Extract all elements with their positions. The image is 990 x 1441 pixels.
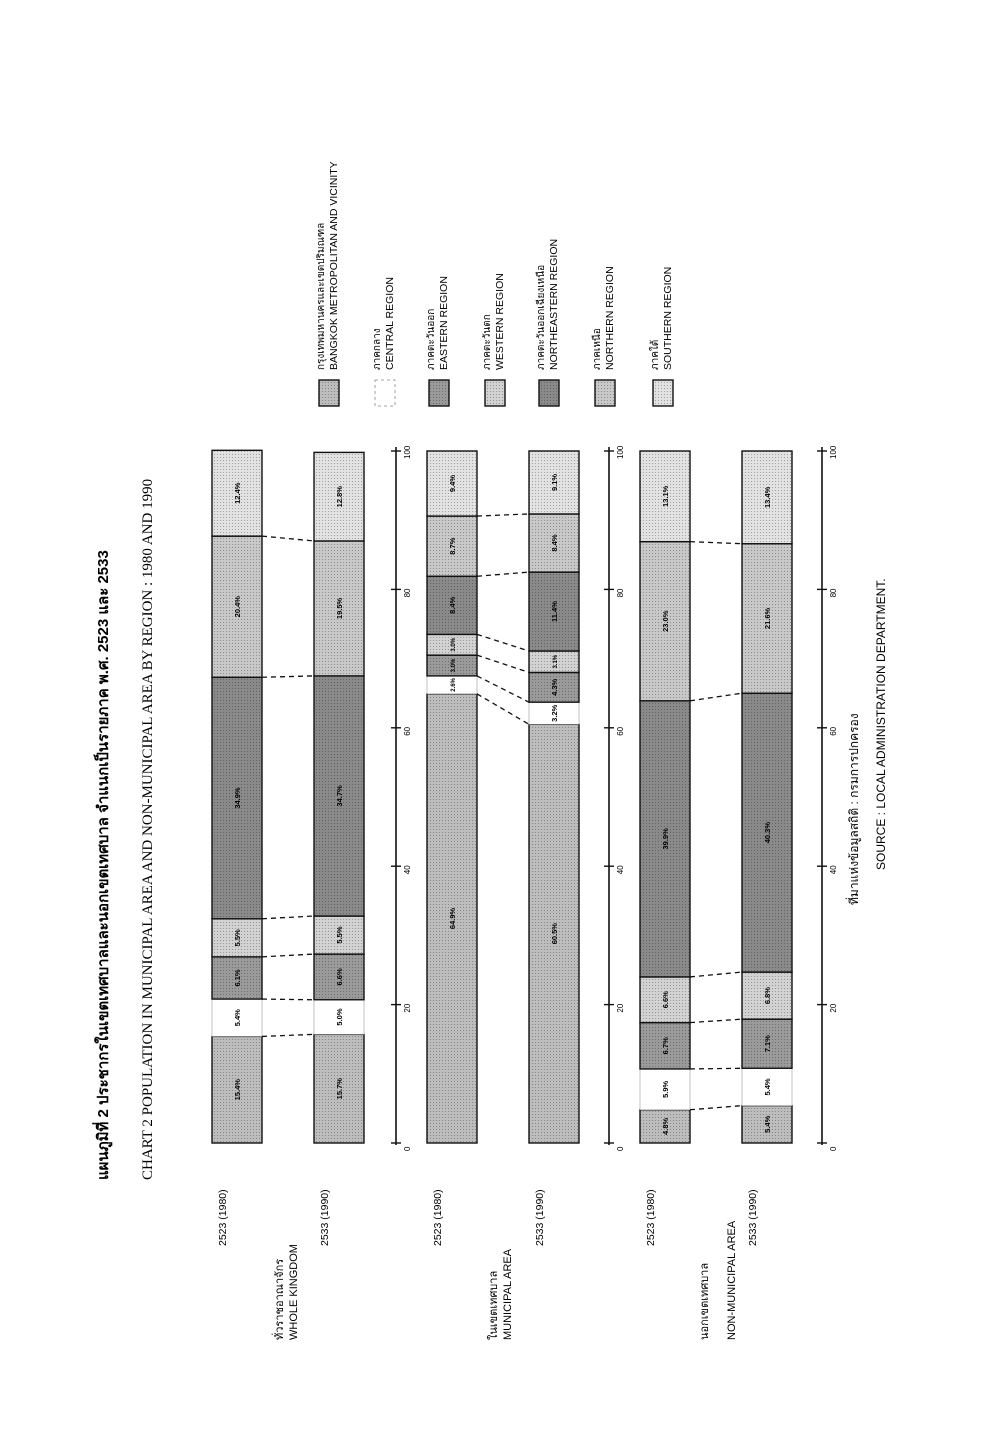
- tick-label: 40: [616, 865, 625, 875]
- data-label-southern: 12.8%: [335, 486, 344, 508]
- legend-swatch-texture-northern: [595, 380, 615, 406]
- bar-year-label: 2533 (1990): [319, 1189, 331, 1246]
- data-label-southern: 13.1%: [661, 485, 670, 507]
- chart-title-thai: แผนภูมิที่ 2 ประชากรในเขตเทศบาลและนอกเขตเทศบาล จำแนกเป็นรายภาค พ.ศ. 2523 และ 2533: [95, 550, 112, 1180]
- tick-label: 100: [403, 445, 412, 459]
- data-label-bangkok: 5.4%: [763, 1115, 772, 1133]
- data-label-eastern: 4.3%: [550, 678, 559, 696]
- legend-label-en-western: WESTERN REGION: [494, 273, 506, 370]
- tick-label: 0: [829, 1146, 838, 1151]
- legend-label-thai-northeastern: ภาคตะวันออกเฉียงเหนือ: [536, 264, 547, 370]
- legend-swatch-central: [375, 380, 395, 406]
- data-label-western: 5.5%: [233, 929, 242, 947]
- category-label-en-non-municipal-area: NON-MUNICIPAL AREA: [726, 1220, 738, 1340]
- data-label-central: 5.0%: [335, 1008, 344, 1026]
- data-label-southern: 12.4%: [233, 482, 242, 504]
- legend-label-thai-southern: ภาคใต้: [650, 339, 661, 370]
- data-label-northeastern: 11.4%: [550, 601, 559, 622]
- data-label-eastern: 3.0%: [451, 658, 457, 673]
- bar-non-municipal-area-0: [640, 451, 690, 1143]
- data-label-northern: 19.5%: [335, 597, 344, 620]
- chart-panels: [212, 445, 838, 1340]
- data-label-central: 5.9%: [661, 1080, 670, 1098]
- category-label-en-municipal-area: MUNICIPAL AREA: [502, 1248, 514, 1340]
- legend-label-thai-bangkok: กรุงเทพมหานครและเขตปริมณฑล: [316, 222, 327, 370]
- data-label-western: 3.0%: [451, 637, 457, 652]
- data-label-central: 2.6%: [451, 678, 457, 692]
- tick-label: 100: [829, 445, 838, 459]
- data-label-bangkok: 15.7%: [335, 1078, 344, 1100]
- category-label-en-whole-kingdom: WHOLE KINGDOM: [288, 1244, 300, 1340]
- data-label-northern: 8.4%: [550, 534, 559, 552]
- legend-swatch-texture-southern: [653, 380, 673, 406]
- source-thai: ที่มาแห่งข้อมูลสถิติ : กรมการปกครอง: [847, 713, 861, 905]
- bar-year-label: 2533 (1990): [534, 1189, 546, 1246]
- legend-item-northeastern: [535, 239, 560, 406]
- category-label-thai-municipal-area: ในเขตเทศบาล: [488, 1270, 500, 1340]
- legend-item-bangkok: [316, 161, 340, 406]
- connector-line: [262, 954, 314, 957]
- panel-municipal-area: [427, 445, 625, 1340]
- connector-line: [690, 1068, 742, 1069]
- connector-line: [477, 676, 529, 702]
- legend-item-western: [482, 273, 506, 406]
- legend-label-en-northeastern: NORTHEASTERN REGION: [548, 238, 560, 370]
- data-label-bangkok: 64.9%: [448, 907, 457, 930]
- tick-label: 0: [616, 1146, 625, 1151]
- tick-label: 60: [829, 726, 838, 736]
- data-label-central: 5.4%: [233, 1009, 242, 1027]
- category-label-thai-whole-kingdom: ทั่วราชอาณาจักร: [274, 1258, 286, 1340]
- panel-whole-kingdom: [212, 445, 412, 1340]
- legend-label-en-eastern: EASTERN REGION: [438, 276, 450, 370]
- legend-item-southern: [649, 267, 674, 406]
- data-label-northeastern: 34.7%: [335, 785, 344, 807]
- bar-year-label: 2523 (1980): [432, 1189, 444, 1246]
- data-label-northern: 21.6%: [763, 607, 772, 630]
- source-en: SOURCE : LOCAL ADMINISTRATION DEPARTMENT.: [874, 578, 888, 870]
- tick-label: 20: [403, 1003, 412, 1013]
- bar-municipal-area-1: [529, 451, 579, 1143]
- title-block: [92, 550, 113, 1180]
- legend-label-thai-eastern: ภาคตะวันออก: [426, 308, 437, 370]
- legend-item-central: [372, 277, 396, 406]
- bar-non-municipal-area-1: [742, 451, 792, 1143]
- connector-line: [262, 999, 314, 1000]
- legend-label-en-central: CENTRAL REGION: [384, 277, 396, 370]
- connector-line: [262, 1034, 314, 1036]
- data-label-northern: 20.4%: [233, 596, 242, 618]
- data-label-eastern: 6.6%: [335, 968, 344, 986]
- data-label-bangkok: 15.4%: [233, 1079, 242, 1101]
- data-label-western: 5.5%: [335, 926, 344, 944]
- connector-line: [477, 634, 529, 651]
- bar-whole-kingdom-0: [212, 450, 262, 1143]
- connector-line: [262, 536, 314, 541]
- panel-non-municipal-area: [640, 445, 838, 1340]
- legend-swatch-texture-eastern: [429, 380, 449, 406]
- tick-label: 60: [403, 726, 412, 736]
- tick-label: 100: [616, 445, 625, 459]
- bar-year-label: 2523 (1980): [645, 1189, 657, 1246]
- data-label-southern: 9.4%: [448, 474, 457, 493]
- data-label-central: 5.4%: [763, 1078, 772, 1096]
- bar-year-label: 2533 (1990): [747, 1189, 759, 1246]
- data-label-southern: 9.1%: [550, 473, 559, 492]
- source-en-block: [874, 578, 888, 870]
- legend-label-en-southern: SOUTHERN REGION: [662, 266, 674, 370]
- legend-swatch-texture-bangkok: [319, 380, 339, 406]
- data-label-western: 3.1%: [553, 654, 559, 669]
- data-label-northeastern: 34.9%: [233, 787, 242, 809]
- connector-line: [690, 693, 742, 701]
- tick-label: 0: [403, 1146, 412, 1151]
- data-label-eastern: 6.1%: [233, 969, 242, 987]
- legend-label-thai-western: ภาคตะวันตก: [482, 314, 493, 370]
- source-thai-block: [845, 713, 862, 905]
- data-label-eastern: 7.1%: [763, 1035, 772, 1053]
- tick-label: 80: [616, 588, 625, 598]
- tick-label: 40: [403, 865, 412, 875]
- legend-label-en-bangkok: BANGKOK METROPOLITAN AND VICINITY: [328, 161, 340, 370]
- tick-label: 20: [829, 1003, 838, 1013]
- legend-label-en-northern: NORTHERN REGION: [604, 266, 616, 370]
- data-label-western: 6.8%: [763, 987, 772, 1005]
- connector-line: [477, 655, 529, 672]
- tick-label: 80: [403, 588, 412, 598]
- bar-year-label: 2523 (1980): [217, 1189, 229, 1246]
- category-label-thai-non-municipal-area: นอกเขตเทศบาล: [699, 1262, 711, 1340]
- legend-item-eastern: [426, 276, 450, 406]
- data-label-bangkok: 4.8%: [661, 1117, 670, 1135]
- legend-item-northern: [591, 266, 616, 406]
- data-label-bangkok: 60.5%: [550, 923, 559, 945]
- data-label-western: 6.6%: [661, 991, 670, 1009]
- connector-line: [477, 514, 529, 516]
- data-label-northeastern: 39.9%: [661, 828, 670, 850]
- data-label-central: 3.2%: [550, 704, 559, 722]
- legend-label-thai-central: ภาคกลาง: [372, 328, 383, 370]
- title-en-block: [140, 479, 156, 1180]
- connector-line: [262, 676, 314, 677]
- connector-line: [690, 1106, 742, 1110]
- bar-municipal-area-0: [427, 451, 477, 1143]
- data-label-northeastern: 40.3%: [763, 821, 772, 844]
- connector-line: [262, 916, 314, 919]
- data-label-eastern: 6.7%: [661, 1037, 670, 1055]
- connector-line: [690, 542, 742, 544]
- tick-label: 40: [829, 865, 838, 875]
- data-label-northeastern: 8.4%: [448, 596, 457, 614]
- data-label-northern: 8.7%: [448, 537, 457, 555]
- data-label-southern: 13.4%: [763, 486, 772, 509]
- legend-swatch-texture-western: [485, 380, 505, 406]
- connector-line: [477, 572, 529, 576]
- bar-whole-kingdom-1: [314, 452, 364, 1143]
- tick-label: 60: [616, 726, 625, 736]
- chart-title-en: CHART 2 POPULATION IN MUNICIPAL AREA AND NON-MUNICIPAL AREA BY REGION : 1980 AND 1990: [140, 478, 156, 1180]
- connector-line: [690, 1019, 742, 1022]
- data-label-northern: 23.0%: [661, 610, 670, 632]
- legend-swatch-texture-northeastern: [539, 380, 559, 406]
- tick-label: 20: [616, 1003, 625, 1013]
- connector-line: [690, 972, 742, 977]
- legend: [316, 161, 674, 406]
- legend-label-thai-northern: ภาคเหนือ: [592, 328, 603, 370]
- tick-label: 80: [829, 588, 838, 598]
